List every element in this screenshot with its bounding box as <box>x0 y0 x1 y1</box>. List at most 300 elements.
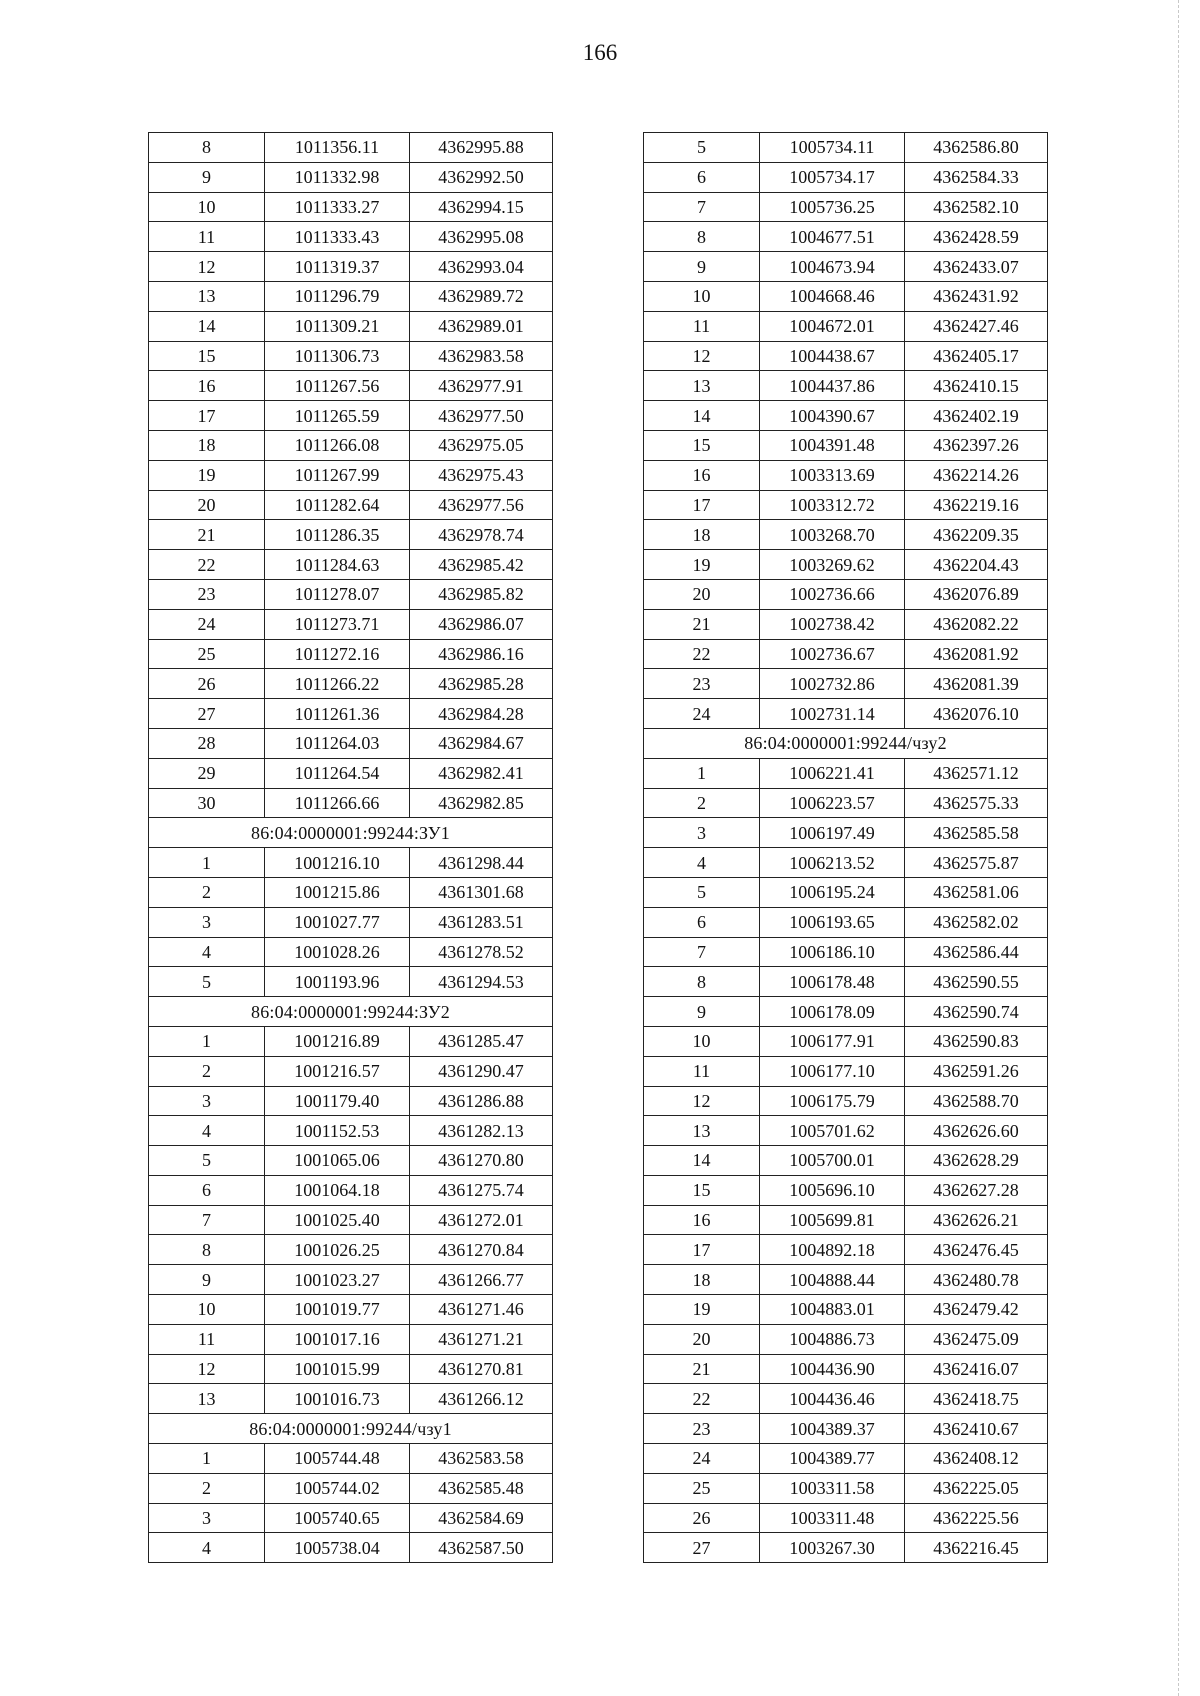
y-coordinate-cell: 4362995.88 <box>410 133 553 163</box>
table-row <box>149 1503 553 1533</box>
point-number-cell: 4 <box>644 848 760 878</box>
y-coordinate-cell: 4362410.15 <box>905 371 1048 401</box>
y-coordinate-cell: 4361301.68 <box>410 877 553 907</box>
point-number-cell: 22 <box>644 639 760 669</box>
table-row <box>644 252 1048 282</box>
point-number-cell: 21 <box>149 520 265 550</box>
table-row <box>149 192 553 222</box>
x-coordinate-cell: 1002731.14 <box>760 699 905 729</box>
y-coordinate-cell: 4362982.41 <box>410 758 553 788</box>
x-coordinate-cell: 1001023.27 <box>265 1265 410 1295</box>
point-number-cell: 3 <box>149 907 265 937</box>
table-row <box>644 311 1048 341</box>
point-number-cell: 16 <box>644 460 760 490</box>
y-coordinate-cell: 4361298.44 <box>410 848 553 878</box>
table-row <box>644 192 1048 222</box>
y-coordinate-cell: 4362627.28 <box>905 1175 1048 1205</box>
y-coordinate-cell: 4362975.05 <box>410 430 553 460</box>
y-coordinate-cell: 4362476.45 <box>905 1235 1048 1265</box>
table-row <box>149 669 553 699</box>
table-row <box>149 1295 553 1325</box>
x-coordinate-cell: 1001216.57 <box>265 1056 410 1086</box>
x-coordinate-cell: 1004886.73 <box>760 1324 905 1354</box>
x-coordinate-cell: 1011261.36 <box>265 699 410 729</box>
y-coordinate-cell: 4362216.45 <box>905 1533 1048 1563</box>
x-coordinate-cell: 1002736.66 <box>760 579 905 609</box>
table-left-body <box>149 133 553 1563</box>
y-coordinate-cell: 4362588.70 <box>905 1086 1048 1116</box>
table-row <box>149 311 553 341</box>
point-number-cell: 19 <box>644 1295 760 1325</box>
point-number-cell: 12 <box>644 1086 760 1116</box>
y-coordinate-cell: 4362584.69 <box>410 1503 553 1533</box>
x-coordinate-cell: 1003269.62 <box>760 550 905 580</box>
x-coordinate-cell: 1011333.43 <box>265 222 410 252</box>
y-coordinate-cell: 4362985.42 <box>410 550 553 580</box>
point-number-cell: 11 <box>644 1056 760 1086</box>
y-coordinate-cell: 4362977.91 <box>410 371 553 401</box>
y-coordinate-cell: 4361271.21 <box>410 1324 553 1354</box>
y-coordinate-cell: 4362989.01 <box>410 311 553 341</box>
point-number-cell: 1 <box>149 848 265 878</box>
point-number-cell: 6 <box>644 162 760 192</box>
point-number-cell: 16 <box>644 1205 760 1235</box>
point-number-cell: 5 <box>644 133 760 163</box>
y-coordinate-cell: 4362433.07 <box>905 252 1048 282</box>
point-number-cell: 4 <box>149 1116 265 1146</box>
x-coordinate-cell: 1001216.10 <box>265 848 410 878</box>
point-number-cell: 29 <box>149 758 265 788</box>
y-coordinate-cell: 4362081.39 <box>905 669 1048 699</box>
point-number-cell: 24 <box>644 699 760 729</box>
point-number-cell: 2 <box>149 877 265 907</box>
y-coordinate-cell: 4362586.44 <box>905 937 1048 967</box>
y-coordinate-cell: 4362993.04 <box>410 252 553 282</box>
y-coordinate-cell: 4362982.85 <box>410 788 553 818</box>
table-row <box>644 967 1048 997</box>
x-coordinate-cell: 1011267.56 <box>265 371 410 401</box>
point-number-cell: 27 <box>149 699 265 729</box>
table-row <box>644 1086 1048 1116</box>
y-coordinate-cell: 4361290.47 <box>410 1056 553 1086</box>
y-coordinate-cell: 4362583.58 <box>410 1444 553 1474</box>
point-number-cell: 17 <box>149 401 265 431</box>
table-row <box>644 1205 1048 1235</box>
y-coordinate-cell: 4361294.53 <box>410 967 553 997</box>
y-coordinate-cell: 4362076.10 <box>905 699 1048 729</box>
x-coordinate-cell: 1004437.86 <box>760 371 905 401</box>
point-number-cell: 9 <box>644 252 760 282</box>
x-coordinate-cell: 1006197.49 <box>760 818 905 848</box>
x-coordinate-cell: 1006221.41 <box>760 758 905 788</box>
table-row <box>644 222 1048 252</box>
point-number-cell: 23 <box>644 1414 760 1444</box>
point-number-cell: 1 <box>149 1026 265 1056</box>
y-coordinate-cell: 4362984.28 <box>410 699 553 729</box>
table-row <box>149 1533 553 1563</box>
y-coordinate-cell: 4362989.72 <box>410 281 553 311</box>
y-coordinate-cell: 4362584.33 <box>905 162 1048 192</box>
parcel-cadastral-number: 86:04:0000001:99244:ЗУ1 <box>149 818 553 848</box>
point-number-cell: 2 <box>149 1473 265 1503</box>
point-number-cell: 5 <box>644 877 760 907</box>
table-row <box>149 1354 553 1384</box>
x-coordinate-cell: 1006213.52 <box>760 848 905 878</box>
x-coordinate-cell: 1004892.18 <box>760 1235 905 1265</box>
table-row <box>149 371 553 401</box>
parcel-header-row <box>149 997 553 1027</box>
x-coordinate-cell: 1006175.79 <box>760 1086 905 1116</box>
point-number-cell: 24 <box>149 609 265 639</box>
y-coordinate-cell: 4362219.16 <box>905 490 1048 520</box>
x-coordinate-cell: 1005699.81 <box>760 1205 905 1235</box>
y-coordinate-cell: 4362995.08 <box>410 222 553 252</box>
point-number-cell: 18 <box>644 1265 760 1295</box>
point-number-cell: 9 <box>644 997 760 1027</box>
table-row <box>644 937 1048 967</box>
point-number-cell: 3 <box>149 1086 265 1116</box>
parcel-header-row <box>149 1414 553 1444</box>
x-coordinate-cell: 1004883.01 <box>760 1295 905 1325</box>
y-coordinate-cell: 4362402.19 <box>905 401 1048 431</box>
x-coordinate-cell: 1011266.08 <box>265 430 410 460</box>
x-coordinate-cell: 1003311.48 <box>760 1503 905 1533</box>
table-row <box>149 1324 553 1354</box>
point-number-cell: 8 <box>149 1235 265 1265</box>
point-number-cell: 12 <box>644 341 760 371</box>
point-number-cell: 30 <box>149 788 265 818</box>
point-number-cell: 5 <box>149 1146 265 1176</box>
point-number-cell: 13 <box>644 371 760 401</box>
x-coordinate-cell: 1001028.26 <box>265 937 410 967</box>
table-row <box>644 758 1048 788</box>
point-number-cell: 10 <box>644 281 760 311</box>
y-coordinate-cell: 4362983.58 <box>410 341 553 371</box>
x-coordinate-cell: 1003267.30 <box>760 1533 905 1563</box>
y-coordinate-cell: 4362626.60 <box>905 1116 1048 1146</box>
point-number-cell: 5 <box>149 967 265 997</box>
x-coordinate-cell: 1003312.72 <box>760 490 905 520</box>
x-coordinate-cell: 1004677.51 <box>760 222 905 252</box>
x-coordinate-cell: 1006178.09 <box>760 997 905 1027</box>
point-number-cell: 3 <box>644 818 760 848</box>
point-number-cell: 13 <box>644 1116 760 1146</box>
table-row <box>149 341 553 371</box>
x-coordinate-cell: 1001065.06 <box>265 1146 410 1176</box>
y-coordinate-cell: 4362591.26 <box>905 1056 1048 1086</box>
point-number-cell: 8 <box>644 222 760 252</box>
x-coordinate-cell: 1001215.86 <box>265 877 410 907</box>
y-coordinate-cell: 4362214.26 <box>905 460 1048 490</box>
point-number-cell: 8 <box>644 967 760 997</box>
y-coordinate-cell: 4362575.33 <box>905 788 1048 818</box>
table-row <box>644 1324 1048 1354</box>
x-coordinate-cell: 1001015.99 <box>265 1354 410 1384</box>
point-number-cell: 18 <box>644 520 760 550</box>
point-number-cell: 4 <box>149 1533 265 1563</box>
x-coordinate-cell: 1001064.18 <box>265 1175 410 1205</box>
y-coordinate-cell: 4361278.52 <box>410 937 553 967</box>
y-coordinate-cell: 4361286.88 <box>410 1086 553 1116</box>
y-coordinate-cell: 4362585.58 <box>905 818 1048 848</box>
y-coordinate-cell: 4361266.12 <box>410 1384 553 1414</box>
x-coordinate-cell: 1001017.16 <box>265 1324 410 1354</box>
point-number-cell: 23 <box>644 669 760 699</box>
table-row <box>644 341 1048 371</box>
y-coordinate-cell: 4362586.80 <box>905 133 1048 163</box>
y-coordinate-cell: 4362984.67 <box>410 728 553 758</box>
table-row <box>644 1146 1048 1176</box>
point-number-cell: 20 <box>644 579 760 609</box>
point-number-cell: 14 <box>644 401 760 431</box>
x-coordinate-cell: 1004390.67 <box>760 401 905 431</box>
y-coordinate-cell: 4361275.74 <box>410 1175 553 1205</box>
y-coordinate-cell: 4361271.46 <box>410 1295 553 1325</box>
y-coordinate-cell: 4361282.13 <box>410 1116 553 1146</box>
table-row <box>644 460 1048 490</box>
x-coordinate-cell: 1001027.77 <box>265 907 410 937</box>
y-coordinate-cell: 4362582.02 <box>905 907 1048 937</box>
x-coordinate-cell: 1001025.40 <box>265 1205 410 1235</box>
point-number-cell: 10 <box>644 1026 760 1056</box>
table-row <box>644 877 1048 907</box>
y-coordinate-cell: 4362590.83 <box>905 1026 1048 1056</box>
point-number-cell: 19 <box>149 460 265 490</box>
point-number-cell: 26 <box>149 669 265 699</box>
point-number-cell: 18 <box>149 430 265 460</box>
y-coordinate-cell: 4362405.17 <box>905 341 1048 371</box>
table-row <box>149 1205 553 1235</box>
table-row <box>644 1444 1048 1474</box>
y-coordinate-cell: 4362985.82 <box>410 579 553 609</box>
point-number-cell: 27 <box>644 1533 760 1563</box>
point-number-cell: 21 <box>644 609 760 639</box>
y-coordinate-cell: 4361270.80 <box>410 1146 553 1176</box>
x-coordinate-cell: 1011306.73 <box>265 341 410 371</box>
point-number-cell: 9 <box>149 162 265 192</box>
table-row <box>644 848 1048 878</box>
y-coordinate-cell: 4362225.56 <box>905 1503 1048 1533</box>
y-coordinate-cell: 4362628.29 <box>905 1146 1048 1176</box>
x-coordinate-cell: 1011309.21 <box>265 311 410 341</box>
table-row <box>644 162 1048 192</box>
table-row <box>644 490 1048 520</box>
y-coordinate-cell: 4362571.12 <box>905 758 1048 788</box>
table-row <box>149 699 553 729</box>
point-number-cell: 7 <box>149 1205 265 1235</box>
table-row <box>644 788 1048 818</box>
x-coordinate-cell: 1006178.48 <box>760 967 905 997</box>
table-row <box>149 281 553 311</box>
y-coordinate-cell: 4362204.43 <box>905 550 1048 580</box>
y-coordinate-cell: 4362479.42 <box>905 1295 1048 1325</box>
point-number-cell: 19 <box>644 550 760 580</box>
x-coordinate-cell: 1004389.37 <box>760 1414 905 1444</box>
y-coordinate-cell: 4362581.06 <box>905 877 1048 907</box>
y-coordinate-cell: 4362986.16 <box>410 639 553 669</box>
table-row <box>149 520 553 550</box>
table-row <box>644 907 1048 937</box>
x-coordinate-cell: 1011296.79 <box>265 281 410 311</box>
x-coordinate-cell: 1004391.48 <box>760 430 905 460</box>
y-coordinate-cell: 4362410.67 <box>905 1414 1048 1444</box>
x-coordinate-cell: 1001019.77 <box>265 1295 410 1325</box>
table-row <box>149 430 553 460</box>
point-number-cell: 1 <box>644 758 760 788</box>
point-number-cell: 8 <box>149 133 265 163</box>
point-number-cell: 7 <box>644 192 760 222</box>
table-row <box>149 907 553 937</box>
parcel-cadastral-number: 86:04:0000001:99244:ЗУ2 <box>149 997 553 1027</box>
point-number-cell: 3 <box>149 1503 265 1533</box>
table-row <box>644 371 1048 401</box>
page-number: 166 <box>582 40 618 65</box>
point-number-cell: 6 <box>644 907 760 937</box>
y-coordinate-cell: 4362590.74 <box>905 997 1048 1027</box>
parcel-header-row <box>149 818 553 848</box>
y-coordinate-cell: 4362209.35 <box>905 520 1048 550</box>
table-row <box>149 788 553 818</box>
point-number-cell: 12 <box>149 252 265 282</box>
y-coordinate-cell: 4362431.92 <box>905 281 1048 311</box>
table-row <box>149 401 553 431</box>
table-row <box>149 728 553 758</box>
table-row <box>149 490 553 520</box>
y-coordinate-cell: 4361285.47 <box>410 1026 553 1056</box>
x-coordinate-cell: 1011333.27 <box>265 192 410 222</box>
y-coordinate-cell: 4362480.78 <box>905 1265 1048 1295</box>
table-row <box>644 1533 1048 1563</box>
point-number-cell: 10 <box>149 1295 265 1325</box>
table-row <box>149 609 553 639</box>
y-coordinate-cell: 4362994.15 <box>410 192 553 222</box>
table-row <box>149 1086 553 1116</box>
point-number-cell: 13 <box>149 281 265 311</box>
x-coordinate-cell: 1005696.10 <box>760 1175 905 1205</box>
y-coordinate-cell: 4362587.50 <box>410 1533 553 1563</box>
point-number-cell: 24 <box>644 1444 760 1474</box>
table-row <box>644 401 1048 431</box>
y-coordinate-cell: 4362408.12 <box>905 1444 1048 1474</box>
x-coordinate-cell: 1001179.40 <box>265 1086 410 1116</box>
point-number-cell: 9 <box>149 1265 265 1295</box>
table-row <box>149 133 553 163</box>
y-coordinate-cell: 4362575.87 <box>905 848 1048 878</box>
point-number-cell: 23 <box>149 579 265 609</box>
x-coordinate-cell: 1004438.67 <box>760 341 905 371</box>
x-coordinate-cell: 1004436.90 <box>760 1354 905 1384</box>
point-number-cell: 15 <box>149 341 265 371</box>
x-coordinate-cell: 1001193.96 <box>265 967 410 997</box>
y-coordinate-cell: 4362985.28 <box>410 669 553 699</box>
point-number-cell: 2 <box>644 788 760 818</box>
y-coordinate-cell: 4362992.50 <box>410 162 553 192</box>
y-coordinate-cell: 4362082.22 <box>905 609 1048 639</box>
table-row <box>644 281 1048 311</box>
table-row <box>149 1444 553 1474</box>
x-coordinate-cell: 1006186.10 <box>760 937 905 967</box>
parcel-cadastral-number: 86:04:0000001:99244/чзу2 <box>644 728 1048 758</box>
table-row <box>149 1026 553 1056</box>
x-coordinate-cell: 1011264.54 <box>265 758 410 788</box>
table-row <box>149 579 553 609</box>
table-row <box>644 1384 1048 1414</box>
y-coordinate-cell: 4362975.43 <box>410 460 553 490</box>
x-coordinate-cell: 1001216.89 <box>265 1026 410 1056</box>
table-row <box>644 430 1048 460</box>
x-coordinate-cell: 1001026.25 <box>265 1235 410 1265</box>
x-coordinate-cell: 1011286.35 <box>265 520 410 550</box>
x-coordinate-cell: 1001152.53 <box>265 1116 410 1146</box>
point-number-cell: 14 <box>149 311 265 341</box>
point-number-cell: 11 <box>149 222 265 252</box>
point-number-cell: 25 <box>149 639 265 669</box>
table-row <box>644 1116 1048 1146</box>
x-coordinate-cell: 1011272.16 <box>265 639 410 669</box>
x-coordinate-cell: 1011273.71 <box>265 609 410 639</box>
point-number-cell: 10 <box>149 192 265 222</box>
point-number-cell: 22 <box>149 550 265 580</box>
point-number-cell: 21 <box>644 1354 760 1384</box>
x-coordinate-cell: 1004673.94 <box>760 252 905 282</box>
table-row <box>644 669 1048 699</box>
x-coordinate-cell: 1003268.70 <box>760 520 905 550</box>
parcel-header-row <box>644 728 1048 758</box>
y-coordinate-cell: 4361270.81 <box>410 1354 553 1384</box>
y-coordinate-cell: 4362076.89 <box>905 579 1048 609</box>
x-coordinate-cell: 1006193.65 <box>760 907 905 937</box>
point-number-cell: 2 <box>149 1056 265 1086</box>
table-row <box>644 1414 1048 1444</box>
table-row <box>644 699 1048 729</box>
point-number-cell: 20 <box>149 490 265 520</box>
table-row <box>644 1056 1048 1086</box>
coordinates-table-left <box>148 132 553 1563</box>
y-coordinate-cell: 4361270.84 <box>410 1235 553 1265</box>
x-coordinate-cell: 1002732.86 <box>760 669 905 699</box>
table-row <box>644 1354 1048 1384</box>
x-coordinate-cell: 1006177.10 <box>760 1056 905 1086</box>
table-row <box>644 1235 1048 1265</box>
table-row <box>149 967 553 997</box>
x-coordinate-cell: 1011332.98 <box>265 162 410 192</box>
x-coordinate-cell: 1006195.24 <box>760 877 905 907</box>
y-coordinate-cell: 4362585.48 <box>410 1473 553 1503</box>
y-coordinate-cell: 4362977.50 <box>410 401 553 431</box>
x-coordinate-cell: 1005701.62 <box>760 1116 905 1146</box>
table-row <box>644 1503 1048 1533</box>
point-number-cell: 15 <box>644 1175 760 1205</box>
x-coordinate-cell: 1002736.67 <box>760 639 905 669</box>
x-coordinate-cell: 1006177.91 <box>760 1026 905 1056</box>
table-row <box>149 252 553 282</box>
point-number-cell: 13 <box>149 1384 265 1414</box>
y-coordinate-cell: 4362626.21 <box>905 1205 1048 1235</box>
point-number-cell: 25 <box>644 1473 760 1503</box>
x-coordinate-cell: 1011265.59 <box>265 401 410 431</box>
y-coordinate-cell: 4362978.74 <box>410 520 553 550</box>
table-row <box>149 1175 553 1205</box>
x-coordinate-cell: 1004888.44 <box>760 1265 905 1295</box>
point-number-cell: 15 <box>644 430 760 460</box>
x-coordinate-cell: 1011284.63 <box>265 550 410 580</box>
point-number-cell: 22 <box>644 1384 760 1414</box>
point-number-cell: 6 <box>149 1175 265 1205</box>
point-number-cell: 14 <box>644 1146 760 1176</box>
y-coordinate-cell: 4362225.05 <box>905 1473 1048 1503</box>
x-coordinate-cell: 1005740.65 <box>265 1503 410 1533</box>
table-row <box>644 579 1048 609</box>
